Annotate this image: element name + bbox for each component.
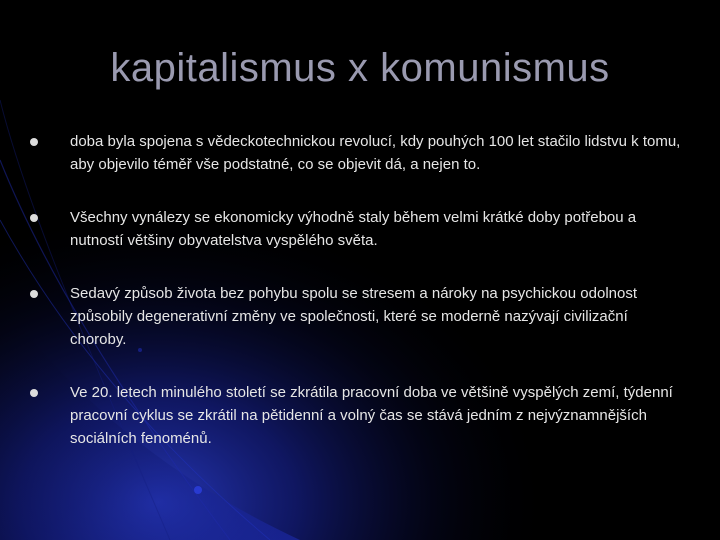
bullet-dot-icon xyxy=(30,214,38,222)
list-item xyxy=(28,206,688,252)
list-item xyxy=(28,130,688,176)
slide-title: kapitalismus x komunismus xyxy=(110,46,610,90)
bullet-text: Ve 20. letech minulého století se zkrátila pracovní doba ve většině vyspělých zemí, týdenní pracovní cyklus se zkrátil na pětidenní a volný čas se stává jedním z nejvýznamnějších sociálních fenoménů. xyxy=(70,384,673,447)
bullet-dot-icon xyxy=(30,138,38,146)
bullet-text: Sedavý způsob života bez pohybu spolu se stresem a nároky na psychickou odolnost způsobily degenerativní změny ve společnosti, které se moderně nazývají civilizační choroby. xyxy=(70,285,637,348)
bullet-text: Všechny vynálezy se ekonomicky výhodně staly během velmi krátké doby potřebou a nutností většiny obyvatelstva vyspělého světa. xyxy=(70,209,637,249)
bullet-text: doba byla spojena s vědeckotechnickou revolucí, kdy pouhých 100 let stačilo lidstvu k tomu, aby objevilo téměř vše podstatné, co se objevit dá, a nejen to. xyxy=(70,133,681,173)
list-item xyxy=(28,282,688,351)
list-item xyxy=(28,381,688,450)
bullet-dot-icon xyxy=(30,290,38,298)
bullet-dot-icon xyxy=(30,389,38,397)
bullet-list xyxy=(28,130,688,480)
